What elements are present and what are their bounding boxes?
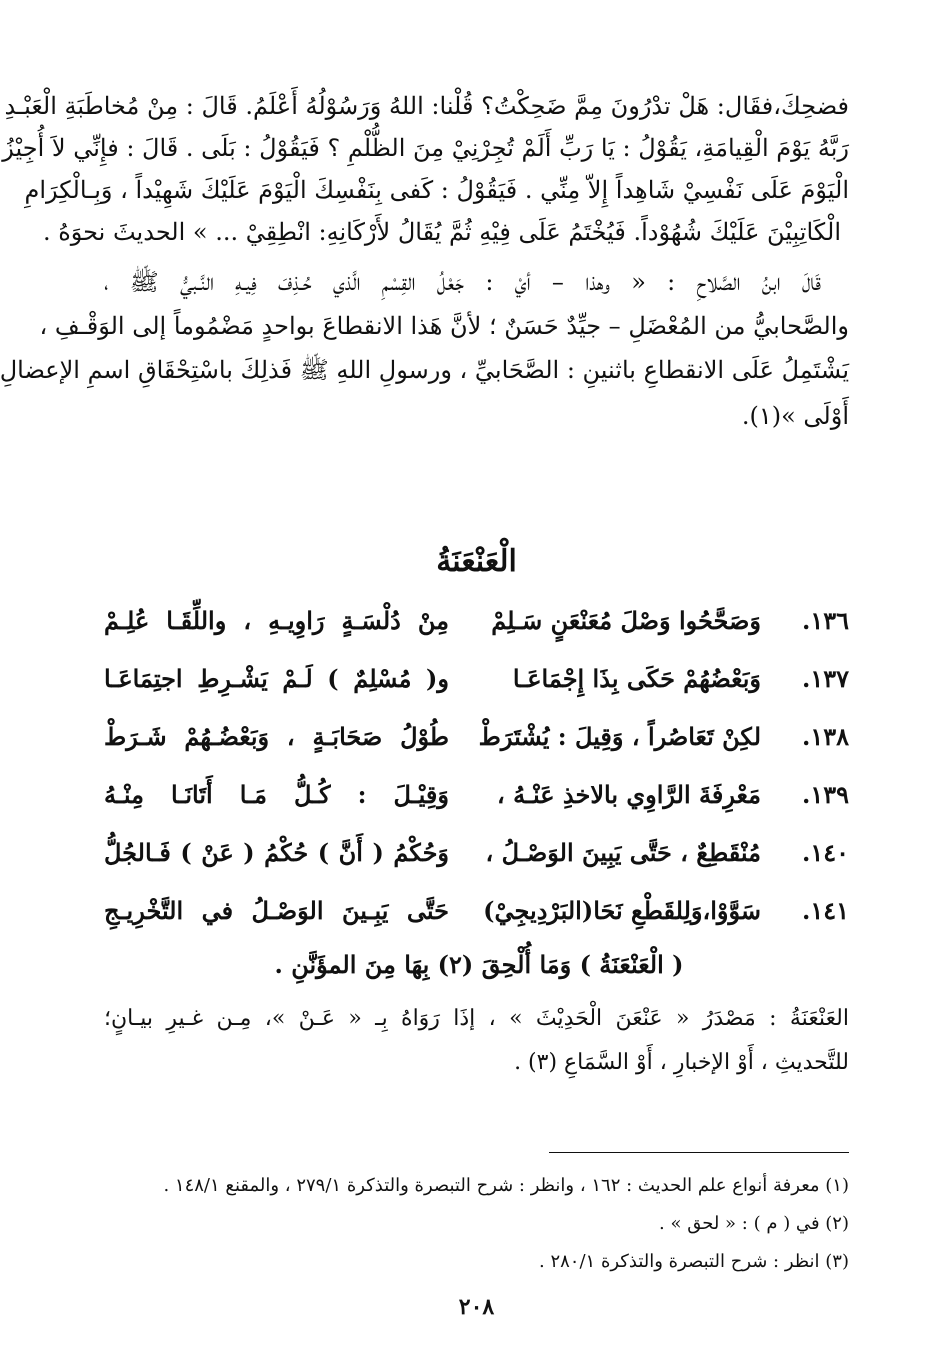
footnote: (٢) في ( م ) : « لحق » . xyxy=(659,1213,849,1234)
verse-first-hemistich: وَصَحَّحُوا وَصْلَ مُعَنْعَنٍ سَـلِمْ xyxy=(491,606,761,635)
page-number: ٢٠٨ xyxy=(458,1294,495,1320)
quotation-line: قَالَ ابنُ الصَّلاحِ : « وهذا – أيْ : جَعْلُ القِسْمِ الَّذي حُـذِفَ فِيـهِ النَّـبيُّ ﷺ ، xyxy=(104,268,821,296)
explanation-line: للتَّحديثِ ، أَوْ الإخبارِ ، أَوْ السَّمَاعِ (٣) . xyxy=(514,1050,849,1075)
verse-second-hemistich: و( مُسْلِمٌ ) لَـمْ يَشْـرِطِ اجتِمَاعَـا xyxy=(104,664,449,693)
verse-second-hemistich: مِنْ دُلْسَـةٍ رَاوِيـهِ ، واللِّقَـا عُلِـمْ xyxy=(104,606,449,635)
verse-second-hemistich: حَتَّى يَبِـينَ الوَصْـلُ في التَّخْرِيـجِ xyxy=(104,896,449,925)
verse-row xyxy=(104,598,849,644)
verse-first-hemistich: سَوَّوْا،وَلِلقَطْعِ نَحَا(البَرْدِيجِيْ) xyxy=(483,896,761,925)
verse-row xyxy=(104,888,849,934)
footnote: (٣) انظر : شرح التبصرة والتذكرة ٢٨٠/١ . xyxy=(539,1251,849,1272)
verse-second-hemistich: وَحُكْمُ ( أَنَّ ) حُكْمُ ( عَنْ ) فَـالجُلُّ xyxy=(104,838,449,867)
footnote: (١) معرفة أنواع علم الحديث : ١٦٢ ، وانظر : شرح التبصرة والتذكرة ٢٧٩/١ ، والمقنع ١٤٨/١ . xyxy=(163,1175,849,1196)
footnote-divider xyxy=(549,1152,849,1153)
prose-line: فضحِكَ،فقَال: هَلْ تدْرُونَ مِمَّ ضَحِكْتُ؟ قُلْنا: اللهُ وَرَسُوْلُهُ أَعْلَمُ. قَالَ : مِنْ مُخاطَبَةِ الْعَبْـدِ xyxy=(4,92,849,120)
section-heading: الْعَنْعَنَةُ xyxy=(436,544,517,579)
verse-number: ١٤١. xyxy=(801,896,849,925)
verse-continuation-row xyxy=(104,942,849,988)
prose-line: رَبَّهُ يَوْمَ الْقِيامَةِ، يَقُوْلُ : يَا رَبِّ أَلَمْ تُجِرْنِيْ مِنَ الظُّلْمِ ؟ فَيَقُوْلُ : بَلَى . قَالَ : فإِنِّي لاَ أُجِيْزُ xyxy=(2,134,849,162)
verse-number: ١٣٦. xyxy=(801,606,849,635)
verse-row xyxy=(104,830,849,876)
verse-first-hemistich: مُنْقَطِعٌ ، حَتَّى يَبِينَ الوَصْـلُ ، xyxy=(485,838,761,867)
verse-row xyxy=(104,772,849,818)
verse-continuation: ( الْعَنْعَنَةُ ) وَمَا أُلْحِقَ (٢) بِهَا مِنَ المؤَنَّنِ . xyxy=(274,950,684,979)
verse-first-hemistich: لكِنْ تَعَاصُراً ، وَقِيلَ : يُشْتَرَطْ xyxy=(478,722,761,751)
verse-number: ١٣٨. xyxy=(801,722,849,751)
verse-row xyxy=(104,714,849,760)
explanation-line: العَنْعَنَةُ : مَصْدَرُ « عَنْعَنَ الْحَدِيْثَ » ، إذَا رَوَاهُ بِـ « عَـنْ »، مِـن غـيرِ بيـانٍ؛ xyxy=(104,1006,849,1031)
verse-number: ١٣٩. xyxy=(801,780,849,809)
quotation-line: أَوْلَى »(١). xyxy=(741,402,849,430)
prose-line: الْيَوْمَ عَلَى نَفْسِيْ شَاهِداً إِلاّ مِنِّي . فَيَقُوْلُ : كَفى بِنَفْسِكَ الْيَوْمَ عَلَيْكَ شَهِيْداً ، وَبِـالْكِرَامِ xyxy=(24,176,849,204)
verse-second-hemistich: وَقِيْـلَ : كُـلُّ مَـا أَتَانَـا مِنْـهُ xyxy=(104,780,449,809)
verse-first-hemistich: مَعْرِفَةَ الرَّاوِي بالاخذِ عَنْـهُ ، xyxy=(496,780,761,809)
verse-row xyxy=(104,656,849,702)
verse-number: ١٣٧. xyxy=(801,664,849,693)
verse-second-hemistich: طُوْلُ صَحَابَـةٍ ، وَبَعْضُـهُمْ شَـرَطْ xyxy=(104,722,449,751)
quotation-line: يَشْتَمِلُ عَلَى الانقطاعِ باثنينِ : الصَّحَابيِّ ، ورسولِ اللهِ ﷺ فَذلِكَ باسْتِحْقَاقِ اسمِ الإعضالِ xyxy=(0,356,849,384)
quotation-line: والصَّحابيُّ من المُعْضَلِ – جيِّدٌ حَسَنٌ ؛ لأنَّ هَذا الانقطاعَ بواحدٍ مَضْمُوماً إلى الوَقْـفِ ، xyxy=(39,312,849,340)
prose-line: الْكَاتِبِيْنَ عَلَيْكَ شُهُوْداً. فَيُخْتَمُ عَلَى فِيْهِ ثُمَّ يُقَالُ لأَرْكَانِهِ: انْطِقِيْ ... » الحديثَ نحوَهُ . xyxy=(42,218,841,246)
verse-first-hemistich: وَبَعْضُهُمْ حَكَى بِذَا إِجْمَاعَـا xyxy=(512,664,761,693)
verse-number: ١٤٠. xyxy=(801,838,849,867)
